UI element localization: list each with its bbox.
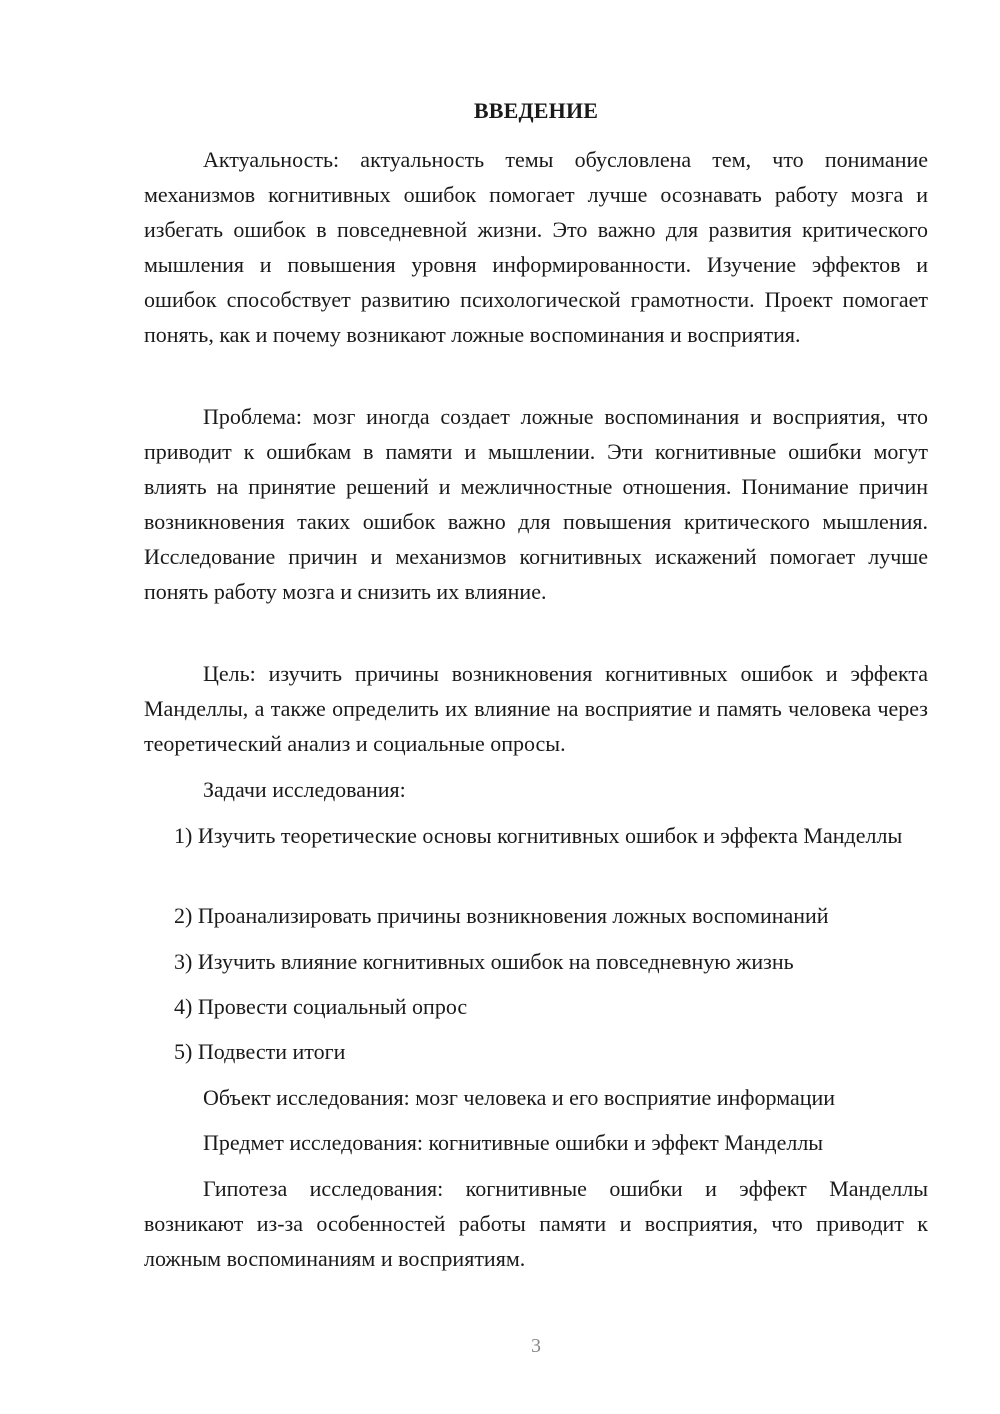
object-line: Объект исследования: мозг человека и его восприятие информации <box>203 1085 836 1110</box>
task-item-4: 4) Провести социальный опрос <box>174 994 468 1019</box>
task-item-5: 5) Подвести итоги <box>174 1039 346 1064</box>
task-item-1: 1) Изучить теоретические основы когнитивных ошибок и эффекта Манделлы <box>174 823 903 848</box>
hypothesis-paragraph: Гипотеза исследования: когнитивные ошибки и эффект Манделлы возникают из-за особенностей работы памяти и восприятия, что приводит к ложным воспоминаниям и восприятиям. <box>144 1176 928 1271</box>
page-number: 3 <box>531 1335 541 1357</box>
relevance-paragraph: Актуальность: актуальность темы обусловлена тем, что понимание механизмов когнитивных ошибок помогает лучше осознавать работу мозга и избегать ошибок в повседневной жизни. Это важно для развития критического мышления и повышения уровня информированности. Изучение эффектов и ошибок способствует развитию психологической грамотности. Проект помогает понять, как и почему возникают ложные воспоминания и восприятия. <box>144 147 928 347</box>
tasks-title: Задачи исследования: <box>203 777 406 802</box>
subject-line: Предмет исследования: когнитивные ошибки и эффект Манделлы <box>203 1130 824 1155</box>
task-item-2: 2) Проанализировать причины возникновения ложных воспоминаний <box>174 903 829 928</box>
problem-paragraph: Проблема: мозг иногда создает ложные воспоминания и восприятия, что приводит к ошибкам в памяти и мышлении. Эти когнитивные ошибки могут влиять на принятие решений и межличностные отношения. Понимание причин возникновения таких ошибок важно для повышения критического мышления. Исследование причин и механизмов когнитивных искажений помогает лучше понять работу мозга и снизить их влияние. <box>144 404 928 604</box>
page-title: ВВЕДЕНИЕ <box>473 98 599 123</box>
task-item-3: 3) Изучить влияние когнитивных ошибок на повседневную жизнь <box>174 949 794 974</box>
goal-paragraph: Цель: изучить причины возникновения когнитивных ошибок и эффекта Манделлы, а также определить их влияние на восприятие и память человека через теоретический анализ и социальные опросы. <box>144 661 928 756</box>
